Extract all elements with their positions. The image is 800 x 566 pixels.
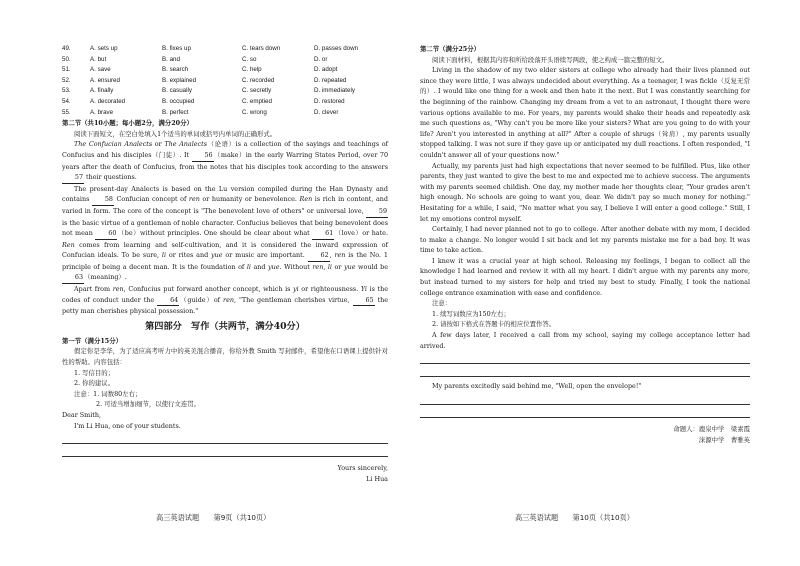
writing-note-1: 注意：1. 词数80左右； xyxy=(74,389,142,398)
option-b[interactable]: B. fixes up xyxy=(162,45,191,52)
option-c[interactable]: C. help xyxy=(242,66,262,74)
option-d[interactable]: D. repeated xyxy=(314,76,347,84)
question-number: 55. xyxy=(62,108,71,116)
option-a[interactable]: A. decorated xyxy=(90,97,126,105)
passage-paragraph-2: The present-day Analects is based on the Lu version compiled during the Han Dynasty and contains 58 Confucian concept of ren or humanity or benevolence. Ren is rich in content, and varied in form. The core of the concept is "The benevolent love of others" or universal love, 59 is the basic virtue of a gentleman of noble character. Confucius believes that being benevolent does not mean 60（be）without principles. One should be clear about what 61（love）or hate. Ren comes from learning and self-cultivation, and it is considered the inward expression of Confucian ideals. To be sure, li or rites and yue or music are important. 62, ren is the No. 1 principle of being a decent man. It is the foundation of li and yue. Without ren, li or yue would be 63（meaning）. xyxy=(62,184,388,284)
option-row xyxy=(62,108,388,119)
question-number: 49. xyxy=(62,45,71,52)
blank-56[interactable]: 56 xyxy=(192,150,214,162)
notes-title: 注意： xyxy=(432,299,452,308)
option-b[interactable]: B. and xyxy=(162,55,180,63)
question-number: 54. xyxy=(62,97,71,105)
question-number: 51. xyxy=(62,66,71,74)
section2-title: 第二节（共10小题；每小题2分，满分20分） xyxy=(62,119,193,128)
answer-line[interactable] xyxy=(420,364,750,377)
blank-63[interactable]: 63 xyxy=(62,272,84,284)
writing-section1-instruction: 假定你是李华，为了适应高考听力中的英美混合播音，你给外教 Smith 写封邮件，希望他在口语课上提供针对性的帮助。内容包括： xyxy=(62,347,388,367)
passage-paragraph-3: Apart from ren, Confucius put forward another concept, which is yi or righteousness. Yi is the codes of conduct under the 64（guide）of ren, "The gentleman cherishes virtue, 65 the petty man cherishes physical possession." xyxy=(62,285,389,316)
option-d[interactable]: D. passes down xyxy=(314,45,359,52)
option-row xyxy=(62,65,388,76)
blank-61[interactable]: 61 xyxy=(312,228,334,240)
writing-note-2: 2. 可适当增加细节，以使行文连贯。 xyxy=(96,400,200,409)
option-a[interactable]: A. ensured xyxy=(90,76,120,84)
story-paragraph-1: Living in the shadow of my two elder sisters at college who already had their lives planned out since they were little, I was always undecided about everything. As a teenager, I was fickle（反复无常的）. I would like one thing for a week and then hate it the next. But I was constantly searching for the beginning of the rainbow. Changing my dream from a vet to an astronaut, I thought there were various options available to me. For years, my parents would shake their heads and repeatedly ask me such questions as, "Why can't you be more like your sisters? What are you going to do with your life? Aren't you interested in anything at all?" After a couple of shrugs（耸肩）, my parents usually stopped talking. I was not sure if they gave up or anticipated my dull reactions. I often responded, "I couldn't answer all of your questions now." xyxy=(420,66,750,159)
answer-line[interactable] xyxy=(62,444,388,457)
option-d[interactable]: D. clever xyxy=(314,108,339,116)
option-a[interactable]: A. save xyxy=(90,66,111,74)
option-row xyxy=(62,44,388,55)
option-c[interactable]: C. wrong xyxy=(242,108,267,116)
option-a[interactable]: A. but xyxy=(90,55,107,63)
question-number: 52. xyxy=(62,76,71,84)
continuation-prompt-2: My parents excitedly said behind me, "Well, open the envelope!" xyxy=(432,382,642,391)
option-row xyxy=(62,97,388,108)
option-row xyxy=(62,55,388,66)
continuation-prompt-1: A few days later, I received a call from my school, saying my college acceptance letter had arrived. xyxy=(420,331,750,350)
left-page-footer: 高三英语试题 第9页（共10页） xyxy=(156,513,271,522)
cloze-options-table xyxy=(62,44,388,118)
passage-paragraph-1: The Confucian Analects or The Analects（论语）is a collection of the sayings and teachings of Confucius and his disciples（门徒）. It 56（make）in the early Warring States Period, over 70 years after the death of Confucius, from the notes that his disciples took according to the answers 57 their questions. xyxy=(62,139,388,183)
story-paragraph-2: Actually, my parents just had high expectations that never seemed to be fulfilled. Plus, like other parents, they just wanted to give the best to me and expected me to achieve success. The arguments with my parents seemed childish. One day, my mother made her thoughts clear, "Your grades aren't high enough. No schools are going to want you, dear. We didn't pay so much money for nothing." Hesitating for a while, I said, "No matter what you say, I believe I will enter a good college." Still, I let my emotions control myself. xyxy=(420,161,750,223)
option-b[interactable]: B. casually xyxy=(162,87,192,95)
story-paragraph-4: I knew it was a crucial year at high school. Releasing my feelings, I began to collect all the knowledge I had learned and review it with all my heart. I didn't argue with my parents any more, but instead turned to my sisters for help and tried my best to study. Finally, I took the national college entrance examination with ease and confidence. xyxy=(420,256,750,297)
blank-57[interactable]: 57 xyxy=(62,172,84,184)
note-2: 2. 请按如下格式在答题卡的相应位置作答。 xyxy=(432,320,556,329)
writing-section1-title: 第一节（满分15分） xyxy=(62,336,123,345)
story-paragraph-3: Certainly, I had never planned not to go to college. After another debate with my mom, I decided to make a change. No longer would I sit back and let my parents mistake me for a bad boy. It was time to take action. xyxy=(420,225,750,255)
option-d[interactable]: D. immediately xyxy=(314,87,355,95)
option-c[interactable]: C. recorded xyxy=(242,76,275,84)
option-d[interactable]: D. restored xyxy=(314,97,345,105)
letter-greeting: Dear Smith, xyxy=(62,411,101,419)
option-a[interactable]: A. finally xyxy=(90,87,114,95)
letter-closing: Yours sincerely, xyxy=(337,464,388,473)
option-c[interactable]: C. emptied xyxy=(242,97,272,105)
letter-signature: Li Hua xyxy=(366,474,388,483)
answer-line[interactable] xyxy=(420,392,750,405)
blank-64[interactable]: 64 xyxy=(157,295,179,307)
setter-credit-1: 命题人：鹿泉中学 梁素霞 xyxy=(673,424,750,433)
option-b[interactable]: B. search xyxy=(162,66,189,74)
option-c[interactable]: C. so xyxy=(242,55,257,63)
question-number: 53. xyxy=(62,87,71,95)
answer-line[interactable] xyxy=(420,405,750,418)
left-page xyxy=(62,44,388,484)
option-c[interactable]: C. secretly xyxy=(242,87,272,95)
blank-62[interactable]: 62 xyxy=(308,250,330,262)
option-row xyxy=(62,76,388,87)
blank-59[interactable]: 59 xyxy=(366,206,388,218)
option-a[interactable]: A. sets up xyxy=(90,45,118,52)
blank-65[interactable]: 65 xyxy=(353,295,375,307)
answer-line[interactable] xyxy=(62,431,388,444)
option-d[interactable]: D. or xyxy=(314,55,328,63)
right-page xyxy=(420,44,750,446)
continuation-instruction: 阅读下面材料，根据其内容和所给段落开头语续写两段，使之构成一篇完整的短文。 xyxy=(432,55,669,64)
option-b[interactable]: B. explained xyxy=(162,76,197,84)
section2-instruction: 阅读下面短文，在空白处填入1个适当的单词或括号内单词的正确形式。 xyxy=(74,129,277,138)
option-c[interactable]: C. tears down xyxy=(242,45,281,52)
right-page-footer: 高三英语试题 第10页（共10页） xyxy=(515,513,634,522)
answer-line[interactable] xyxy=(420,351,750,364)
option-d[interactable]: D. adopt xyxy=(314,66,338,74)
option-a[interactable]: A. brave xyxy=(90,108,114,116)
option-b[interactable]: B. occupied xyxy=(162,97,195,105)
blank-60[interactable]: 60 xyxy=(95,228,117,240)
setter-credits xyxy=(420,424,750,446)
writing-point-1: 1. 写信目的； xyxy=(74,368,115,377)
continuation-section-title: 第二节（满分25分） xyxy=(420,45,481,53)
setter-credit-2: 涞源中学 曹雅英 xyxy=(698,435,750,444)
letter-opening: I'm Li Hua, one of your students. xyxy=(74,421,181,430)
option-b[interactable]: B. perfect xyxy=(162,108,189,116)
question-number: 50. xyxy=(62,55,71,63)
option-row xyxy=(62,86,388,97)
note-1: 1. 续写词数应为150左右； xyxy=(432,309,510,318)
blank-58[interactable]: 58 xyxy=(92,194,114,206)
part4-title: 第四部分 写作（共两节，满分40分） xyxy=(145,320,305,332)
writing-point-2: 2. 你的建议。 xyxy=(74,379,115,388)
